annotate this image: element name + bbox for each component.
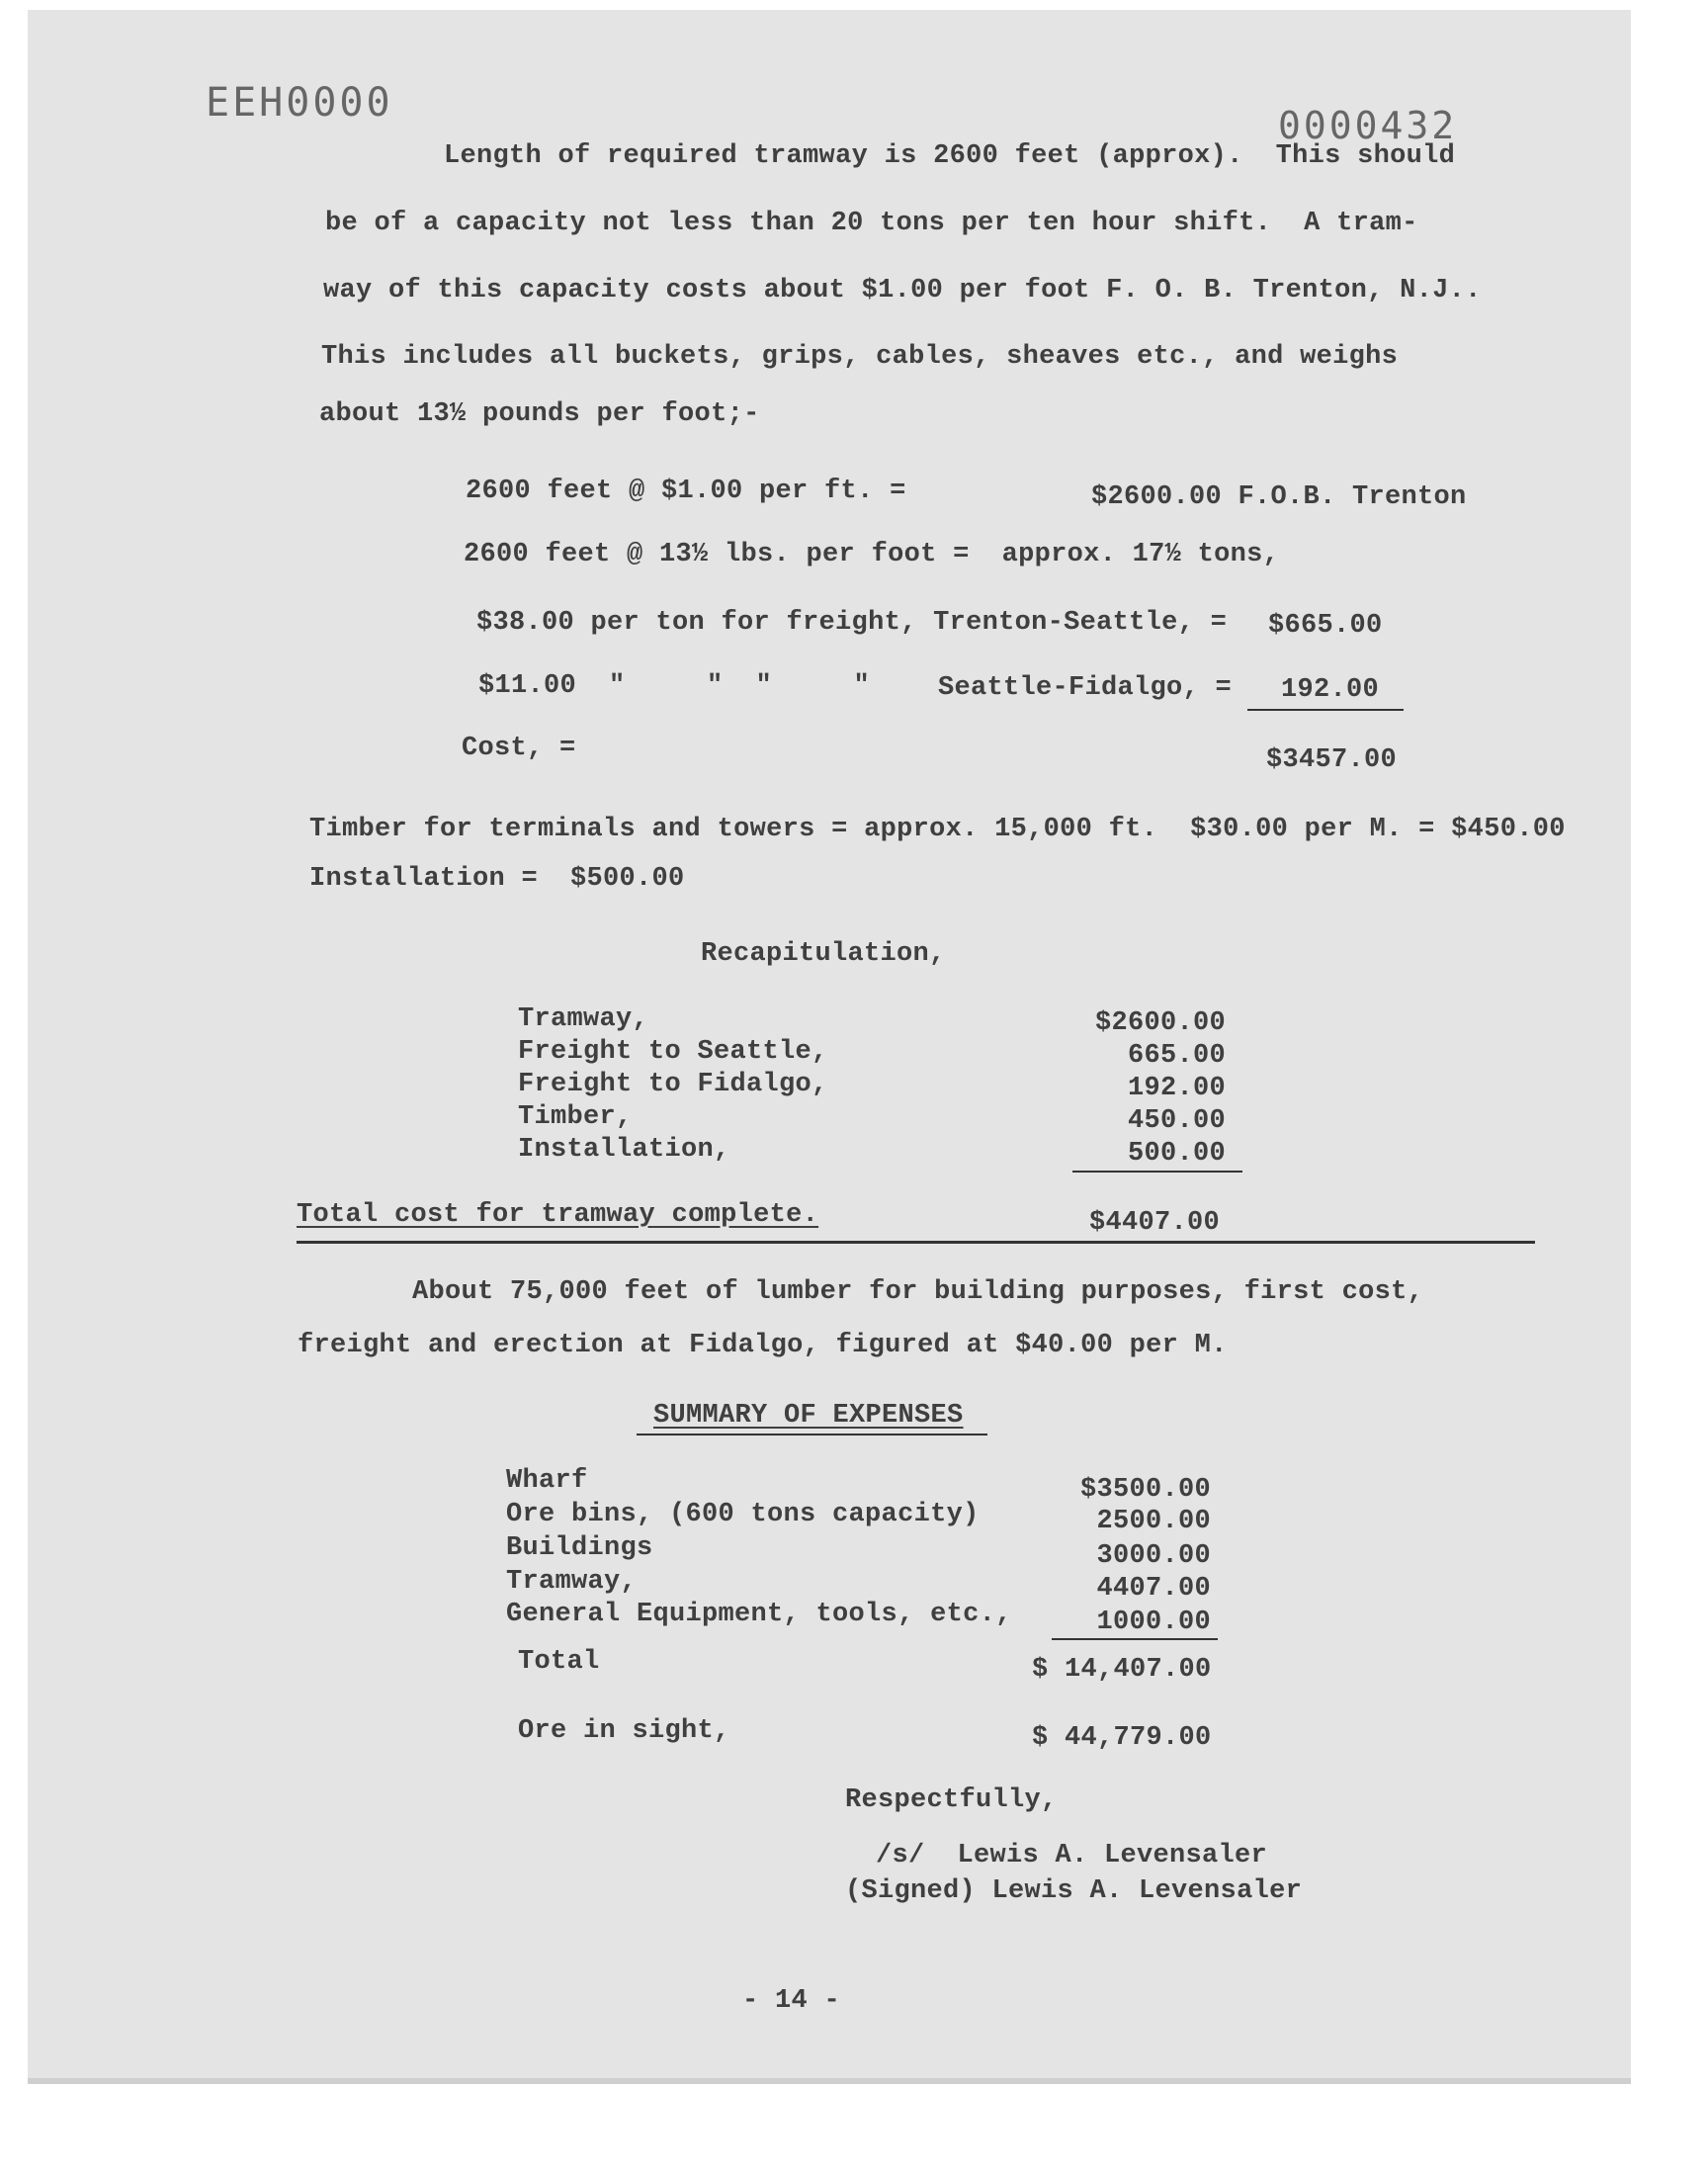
installation-line: Installation = $500.00: [309, 864, 685, 894]
ore-in-sight-value: $ 44,779.00: [1032, 1723, 1212, 1753]
summary-label-5: General Equipment, tools, etc.,: [506, 1600, 1012, 1629]
calc-row-2: 2600 feet @ 13½ lbs. per foot = approx. 17½ tons,: [464, 540, 1280, 569]
summary-label-1: Wharf: [506, 1466, 588, 1496]
recap-value-4: 450.00: [1127, 1106, 1226, 1136]
summary-value-3: 3000.00: [1096, 1541, 1211, 1571]
intro-line-3: way of this capacity costs about $1.00 per foot F. O. B. Trenton, N.J..: [323, 276, 1482, 305]
intro-line-2: be of a capacity not less than 20 tons per ten hour shift. A tram-: [325, 209, 1418, 238]
recap-label-2: Freight to Seattle,: [518, 1037, 828, 1067]
ore-in-sight-label: Ore in sight,: [518, 1716, 730, 1746]
recap-total-value: $4407.00: [1089, 1208, 1221, 1238]
calc-row-4-right: 192.00: [1281, 675, 1380, 705]
closing-respectfully: Respectfully,: [845, 1785, 1058, 1815]
signature-line-1: /s/ Lewis A. Levensaler: [876, 1841, 1268, 1870]
intro-line-1: Length of required tramway is 2600 feet (approx). This should: [444, 141, 1456, 171]
summary-total-value: $ 14,407.00: [1032, 1655, 1212, 1685]
summary-label-3: Buildings: [506, 1533, 653, 1563]
summary-total-label: Total: [518, 1647, 600, 1677]
intro-line-5: about 13½ pounds per foot;-: [319, 399, 760, 429]
signature-line-2: (Signed) Lewis A. Levensaler: [845, 1876, 1303, 1906]
recap-label-1: Tramway,: [518, 1004, 649, 1034]
recap-total-label: Total cost for tramway complete.: [297, 1200, 819, 1230]
recap-value-1: $2600.00: [1094, 1008, 1226, 1038]
summary-label-4: Tramway,: [506, 1567, 638, 1597]
document-stamp-right: 0000432: [1278, 104, 1458, 147]
summary-underline: [1052, 1638, 1218, 1640]
calc-cost-value: $3457.00: [1266, 745, 1398, 775]
calc-row-1-left: 2600 feet @ $1.00 per ft. =: [466, 477, 906, 506]
recap-value-5: 500.00: [1127, 1139, 1226, 1169]
recap-value-2: 665.00: [1127, 1041, 1226, 1071]
lumber-line-1: About 75,000 feet of lumber for building purposes, first cost,: [412, 1277, 1424, 1307]
summary-label-2: Ore bins, (600 tons capacity): [506, 1500, 980, 1529]
calc-row-3-left: $38.00 per ton for freight, Trenton-Seattle, =: [476, 608, 1228, 638]
recap-heading: Recapitulation,: [701, 939, 946, 969]
calc-underline: [1247, 709, 1404, 711]
summary-value-5: 1000.00: [1096, 1608, 1211, 1637]
recap-label-3: Freight to Fidalgo,: [518, 1070, 828, 1099]
total-rule: [297, 1241, 1535, 1244]
calc-row-4-mid: Seattle-Fidalgo, =: [938, 673, 1233, 703]
calc-row-3-right: $665.00: [1268, 611, 1383, 641]
lumber-line-2: freight and erection at Fidalgo, figured at $40.00 per M.: [298, 1331, 1228, 1360]
page-number: - 14 -: [742, 1986, 841, 2016]
document-page: [28, 10, 1631, 2084]
summary-value-2: 2500.00: [1096, 1507, 1211, 1536]
summary-heading-rule: [637, 1434, 987, 1436]
calc-row-4-left: $11.00 " " " ": [478, 671, 871, 701]
timber-line: Timber for terminals and towers = approx. 15,000 ft. $30.00 per M. = $450.00: [309, 815, 1566, 844]
calc-cost-label: Cost, =: [462, 734, 576, 763]
recap-label-5: Installation,: [518, 1135, 730, 1165]
recap-label-4: Timber,: [518, 1102, 633, 1132]
document-stamp-left: EEH0000: [206, 80, 393, 126]
summary-value-1: $3500.00: [1079, 1475, 1211, 1505]
summary-heading: SUMMARY OF EXPENSES: [653, 1401, 964, 1431]
recap-value-3: 192.00: [1127, 1074, 1226, 1103]
recap-underline: [1072, 1171, 1242, 1173]
summary-value-4: 4407.00: [1096, 1574, 1211, 1604]
intro-line-4: This includes all buckets, grips, cables, sheaves etc., and weighs: [321, 342, 1399, 372]
calc-row-1-right: $2600.00 F.O.B. Trenton: [1091, 482, 1467, 512]
